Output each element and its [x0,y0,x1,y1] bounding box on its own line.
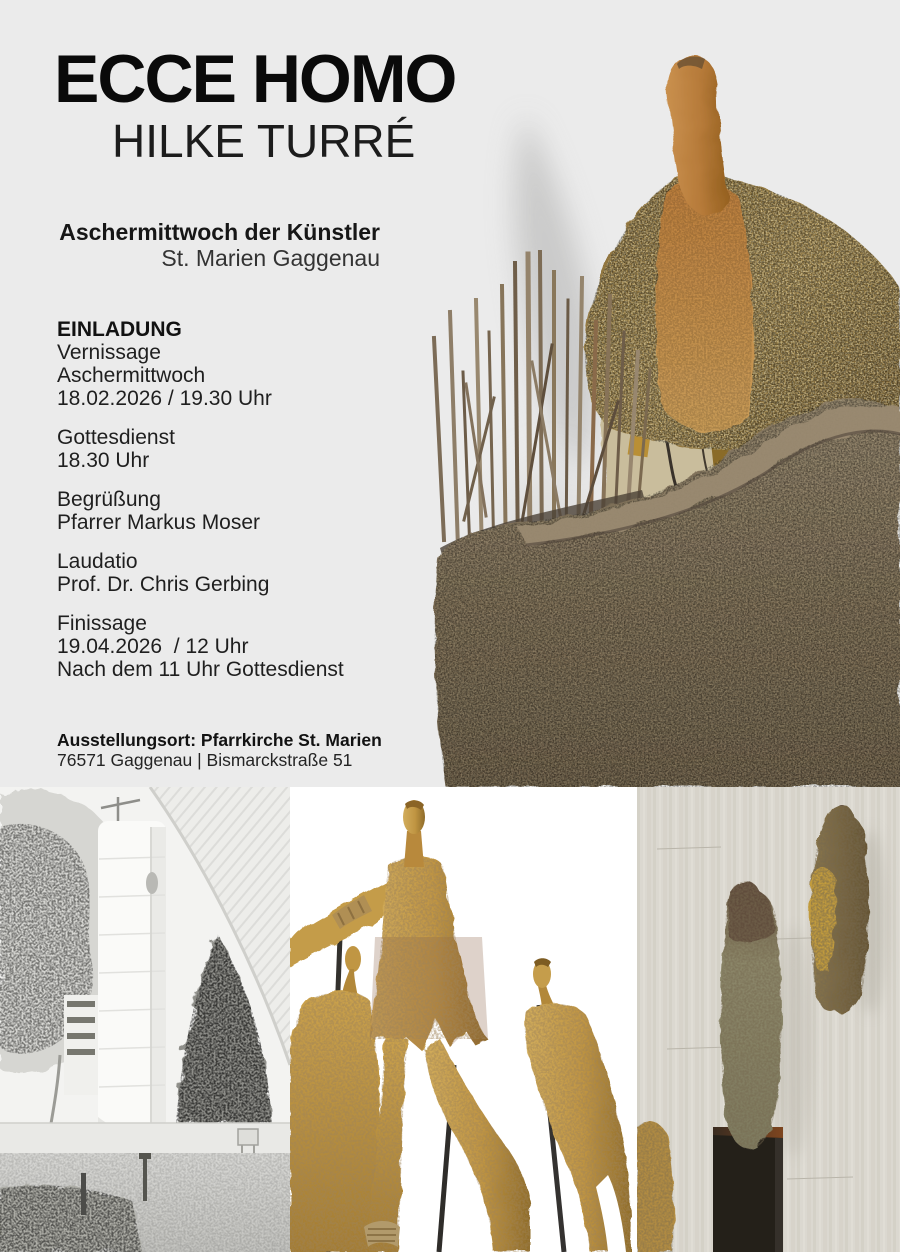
invitation-line: 18.30 Uhr [57,449,150,472]
invitation-begruessung [57,488,344,534]
invitation-line: Pfarrer Markus Moser [57,511,261,534]
event-venue: St. Marien Gaggenau [161,245,380,271]
invitation-line: Prof. Dr. Chris Gerbing [57,573,270,596]
invitation-line: Vernissage [57,341,161,364]
invitation-line: 18.02.2026 / 19.30 Uhr [57,387,272,410]
invitation-vernissage [57,318,344,410]
invitation-block [57,318,344,697]
invitation-heading: EINLADUNG [57,318,182,341]
event-block [59,219,380,271]
invitation-line: Laudatio [57,550,138,573]
event-name: Aschermittwoch der Künstler [59,219,380,245]
location-block [57,731,382,770]
artist-name: HILKE TURRÉ [112,115,416,167]
poster-title: ECCE HOMO [54,41,456,117]
invitation-line: Gottesdienst [57,426,175,449]
invitation-line: Aschermittwoch [57,364,206,387]
church-photo [0,787,290,1252]
invitation-finissage [57,612,344,681]
hero-sculpture-photo [430,0,900,787]
invitation-line: 19.04.2026 / 12 Uhr [57,635,249,658]
invitation-gottesdienst [57,426,344,472]
location-address: 76571 Gaggenau | Bismarckstraße 51 [57,749,353,770]
invitation-line: Nach dem 11 Uhr Gottesdienst [57,658,344,681]
invitation-line: Begrüßung [57,488,161,511]
standing-torso [721,881,782,1149]
location-venue: Ausstellungsort: Pfarrkirche St. Marien [57,730,382,750]
invitation-laudatio [57,550,344,596]
wall-sculptures-photo [637,787,900,1252]
figure-group-photo [290,787,637,1252]
invitation-line: Finissage [57,612,147,635]
